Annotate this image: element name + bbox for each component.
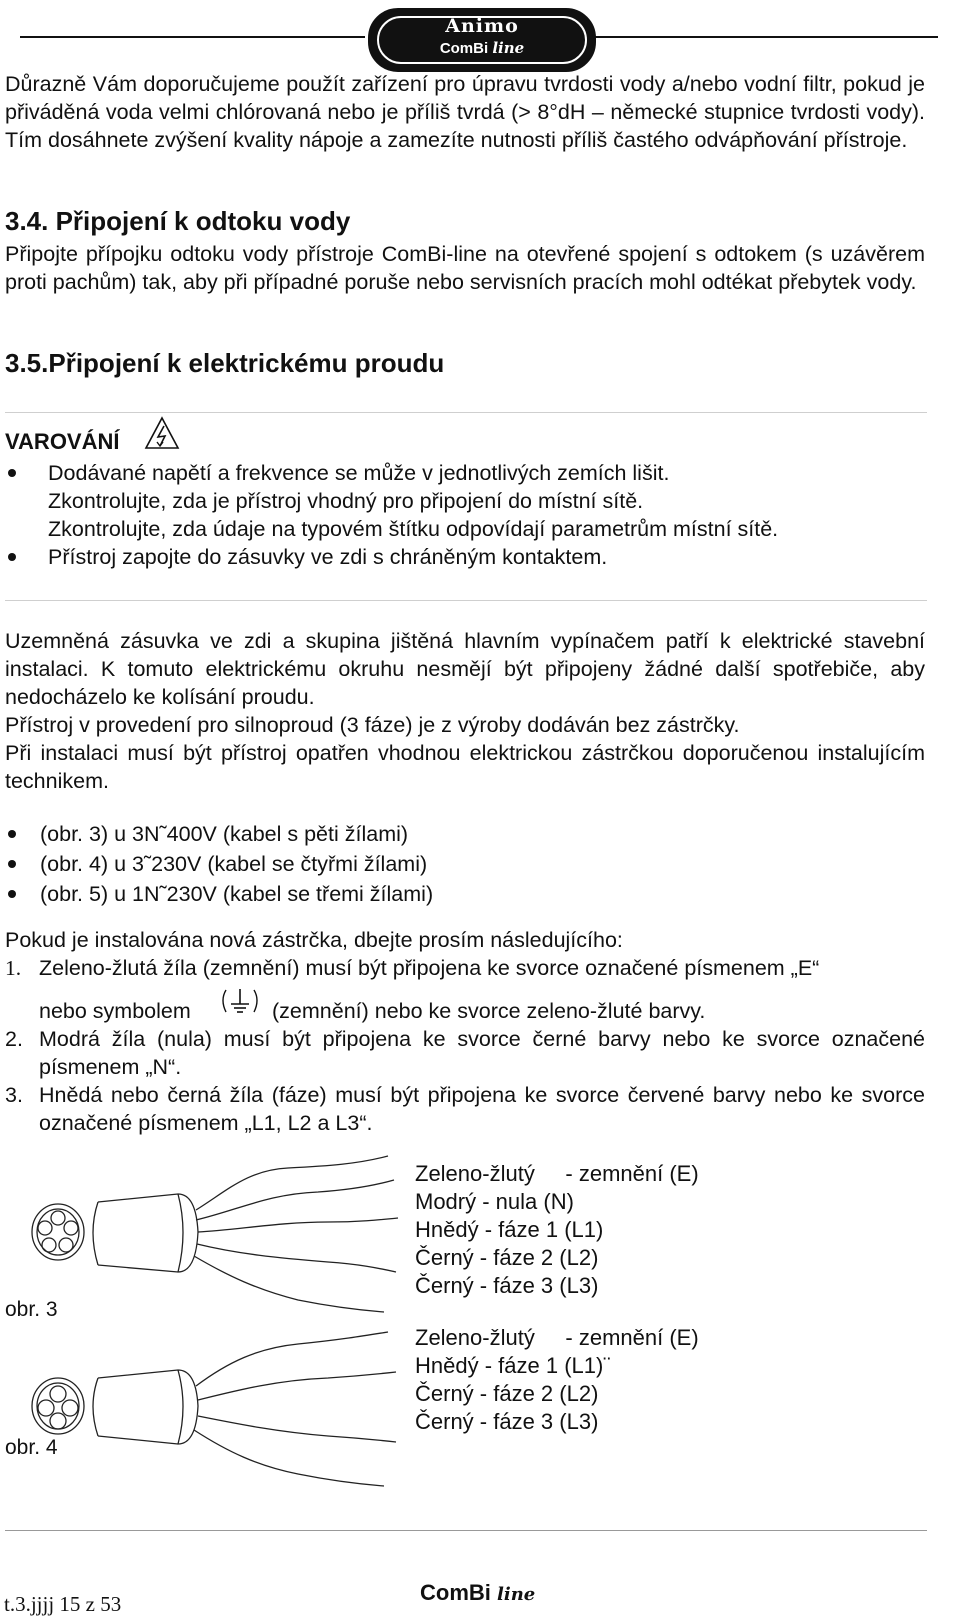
cable-item-3: (obr. 5) u 1N˜230V (kabel se třemi žílami) — [40, 882, 434, 906]
cable-bullet-3 — [8, 890, 16, 898]
warning-bullet-1 — [8, 469, 16, 477]
fig4-legend-line-1: Zeleno-žlutý - zemnění (E) — [415, 1325, 699, 1350]
ground-symbol-icon — [216, 986, 264, 1022]
logo-combi-text: ComBi line — [439, 39, 525, 57]
header-rule-left — [20, 36, 365, 38]
fig3-legend-line-3: Hnědý - fáze 1 (L1) — [415, 1217, 604, 1242]
step-2-number: 2. — [5, 1027, 23, 1051]
cable-item-2: (obr. 4) u 3˜230V (kabel se čtyřmi žílami) — [40, 852, 428, 876]
animo-combi-logo — [368, 8, 596, 72]
step-3-text: Hnědá nebo černá žíla (fáze) musí být připojena ke svorce červené barvy nebo ke svorce označené písmenem „L1, L2 a L3“. — [39, 1083, 925, 1135]
footer-combi-logo: ComBi line — [420, 1580, 536, 1605]
five-core-cable-figure — [28, 1150, 408, 1320]
fig4-legend-line-3: Černý - fáze 2 (L2) — [415, 1381, 599, 1406]
header-rule-right — [593, 36, 938, 38]
warning-item-3: Zkontrolujte, zda údaje na typovém štítku odpovídají parametrům místní sítě. — [48, 517, 779, 541]
plug-intro: Pokud je instalována nová zástrčka, dbejte prosím následujícího: — [5, 928, 623, 952]
fig3-legend — [415, 1160, 699, 1300]
installation-paragraph: Uzemněná zásuvka ve zdi a skupina jištěná hlavním vypínačem patří k elektrické stavební instalaci. K tomuto elektrickému okruhu nesmějí být připojeny žádné další spotřebiče, aby nedocházelo ke kolísání proudu. — [5, 629, 925, 709]
fig3-legend-line-5: Černý - fáze 3 (L3) — [415, 1273, 599, 1298]
warning-triangle-icon — [144, 416, 180, 450]
divider-bottom — [5, 600, 927, 601]
section-3-4-heading: 3.4. Připojení k odtoku vody — [5, 206, 351, 236]
step-1-number: 1. — [5, 956, 22, 980]
warning-bullet-2 — [8, 553, 16, 561]
footer-rule — [5, 1530, 927, 1531]
section-3-4-body: Připojte přípojku odtoku vody přístroje ComBi-line na otevřené spojení s odtokem (s uzávěrem proti pachům) tak, aby při případné poruše nebo servisních pracích mohl odtékat přebytek vody. — [5, 242, 925, 294]
fig4-legend-line-4: Černý - fáze 3 (L3) — [415, 1409, 599, 1434]
fig4-legend — [415, 1324, 699, 1436]
intro-paragraph: Důrazně Vám doporučujeme použít zařízení pro úpravu tvrdosti vody a/nebo vodní filtr, pokud je přiváděná voda velmi chlórovaná nebo je příliš tvrdá (> 8°dH – německé stupnice tvrdosti vody). Tím dosáhnete zvýšení kvality nápoje a zamezíte nutnosti příliš častého odvápňování přístroje. — [5, 72, 925, 152]
warning-item-4: Přístroj zapojte do zásuvky ve zdi s chráněným kontaktem. — [48, 545, 608, 569]
fig4-legend-line-2: Hnědý - fáze 1 (L1)¨ — [415, 1353, 611, 1378]
warning-item-1: Dodávané napětí a frekvence se může v jednotlivých zemích lišit. — [48, 461, 670, 485]
fig4-label: obr. 4 — [5, 1436, 58, 1459]
divider-top — [5, 412, 927, 413]
four-core-cable-figure — [28, 1328, 408, 1488]
cable-bullet-2 — [8, 860, 16, 868]
cable-bullet-1 — [8, 830, 16, 838]
fig3-legend-line-4: Černý - fáze 2 (L2) — [415, 1245, 599, 1270]
logo-animo-text: Animo — [445, 15, 519, 37]
warning-title: VAROVÁNÍ — [5, 429, 120, 454]
three-phase-paragraph: Přístroj v provedení pro silnoproud (3 fáze) je z výroby dodáván bez zástrčky. — [5, 713, 740, 737]
step-2-text: Modrá žíla (nula) musí být připojena ke svorce černé barvy nebo ke svorce označené písmenem „N“. — [39, 1027, 925, 1079]
fig3-legend-line-2: Modrý - nula (N) — [415, 1189, 574, 1214]
cable-item-1: (obr. 3) u 3N˜400V (kabel s pěti žílami) — [40, 822, 409, 846]
footer-page-number: t.3.jjjj 15 z 53 — [4, 1592, 122, 1616]
step-1-pre: nebo symbolem — [39, 999, 191, 1023]
plug-paragraph: Při instalaci musí být přístroj opatřen vhodnou elektrickou zástrčkou doporučenou instalujícím technikem. — [5, 741, 925, 793]
fig3-legend-line-1: Zeleno-žlutý - zemnění (E) — [415, 1161, 699, 1186]
section-3-5-heading: 3.5.Připojení k elektrickému proudu — [5, 348, 445, 378]
step-3-number: 3. — [5, 1083, 23, 1107]
step-1-line-1: Zeleno-žlutá žíla (zemnění) musí být připojena ke svorce označené písmenem „E“ — [39, 956, 820, 980]
fig3-label: obr. 3 — [5, 1298, 58, 1321]
warning-item-2: Zkontrolujte, zda je přístroj vhodný pro připojení do místní sítě. — [48, 489, 644, 513]
step-1-post: (zemnění) nebo ke svorce zeleno-žluté barvy. — [272, 999, 706, 1023]
